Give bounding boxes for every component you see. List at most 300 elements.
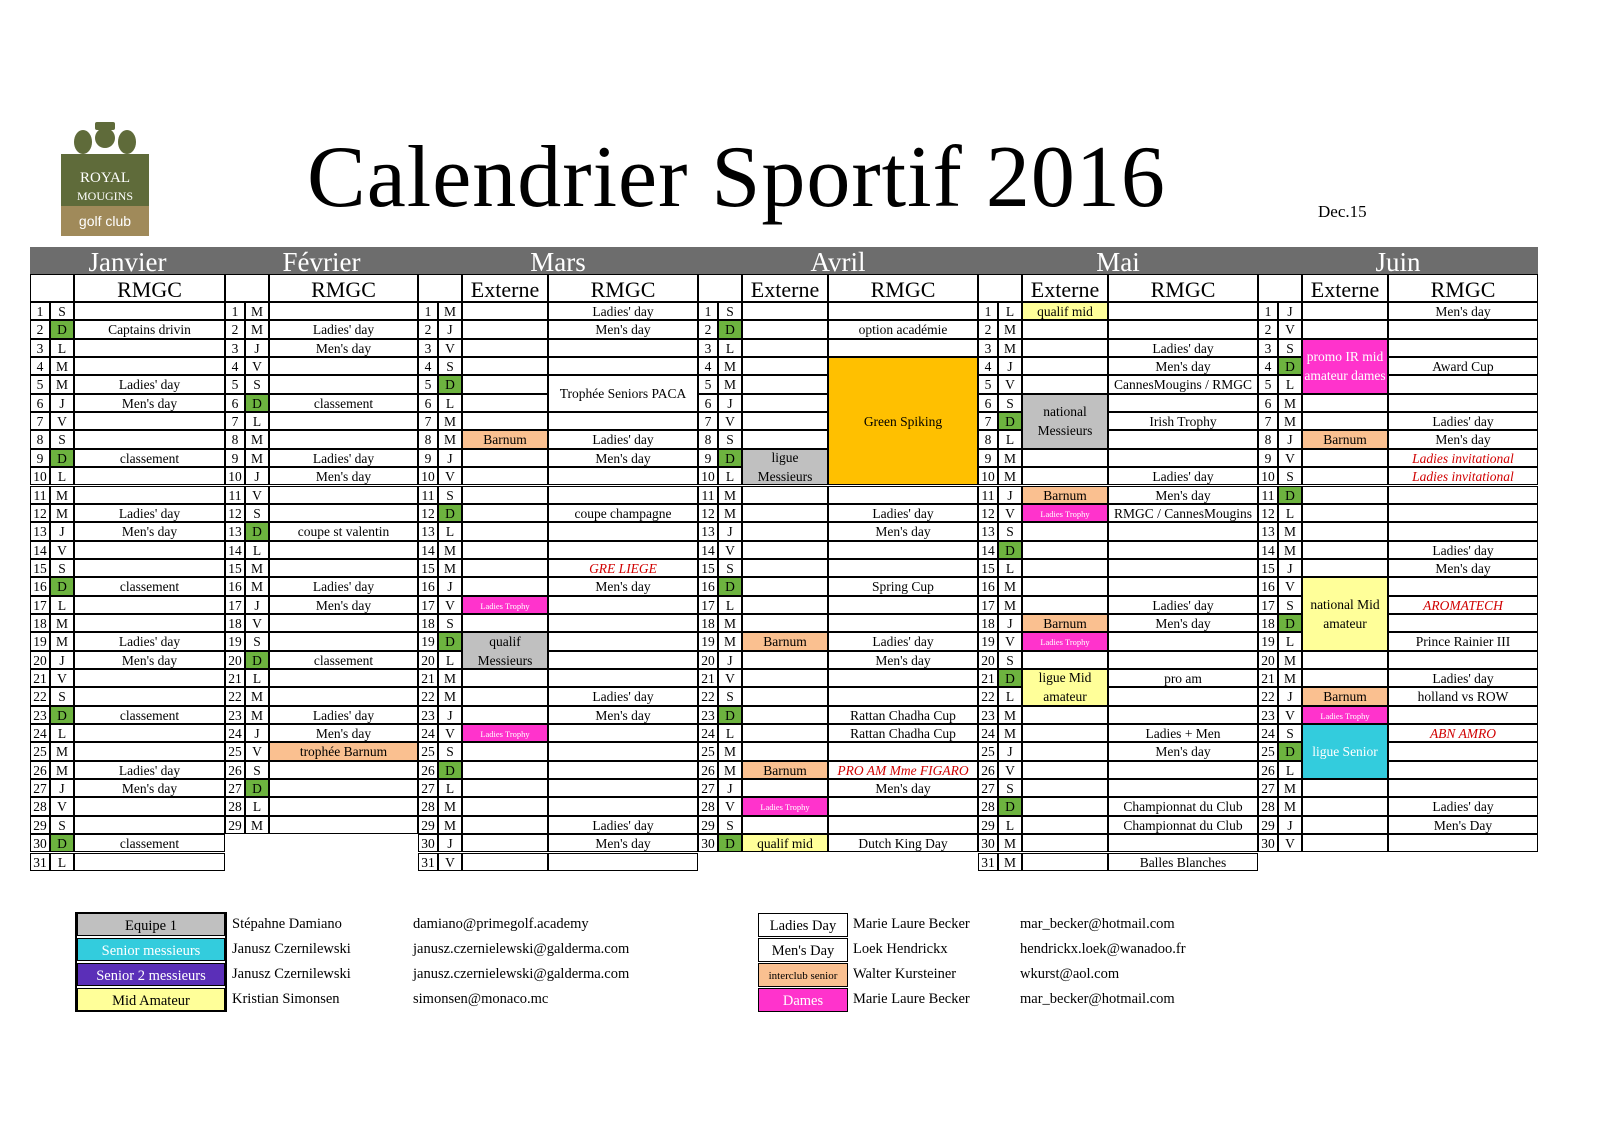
- day-number: 27: [225, 779, 245, 797]
- weekday-letter: M: [998, 320, 1022, 338]
- day-number: 9: [698, 449, 718, 467]
- weekday-letter: D: [998, 412, 1022, 430]
- empty-cell: [1108, 706, 1258, 724]
- day-number: 2: [978, 320, 998, 338]
- weekday-letter: J: [718, 779, 742, 797]
- event-cell: CannesMougins / RMGC: [1108, 375, 1258, 393]
- weekday-letter: S: [245, 375, 269, 393]
- empty-cell: [742, 522, 828, 540]
- weekday-letter: L: [718, 339, 742, 357]
- weekday-letter: V: [50, 412, 74, 430]
- empty-cell: [269, 669, 418, 687]
- event-cell: Men's day: [828, 651, 978, 669]
- empty-cell: [74, 687, 225, 705]
- weekday-letter: L: [998, 687, 1022, 705]
- royal-mougins-logo: [61, 118, 149, 236]
- day-number: 3: [978, 339, 998, 357]
- day-number: 6: [978, 394, 998, 412]
- empty-cell: [269, 632, 418, 650]
- empty-cell: [462, 394, 548, 412]
- empty-cell: [742, 430, 828, 448]
- event-cell: national Messieurs: [1022, 394, 1108, 449]
- weekday-letter: D: [50, 320, 74, 338]
- day-number: 22: [978, 687, 998, 705]
- day-number: 16: [698, 577, 718, 595]
- day-number: 29: [978, 816, 998, 834]
- event-cell: Men's day: [828, 779, 978, 797]
- event-cell: Ladies Trophy: [1302, 706, 1388, 724]
- event-cell: classement: [74, 449, 225, 467]
- weekday-letter: V: [1278, 706, 1302, 724]
- empty-cell: [1022, 596, 1108, 614]
- day-number: 16: [30, 577, 50, 595]
- empty-cell: [462, 816, 548, 834]
- day-number: 21: [698, 669, 718, 687]
- day-number: 13: [1258, 522, 1278, 540]
- legend-email: hendrickx.loek@wanadoo.fr: [1020, 941, 1186, 957]
- event-cell: Ladies' day: [269, 449, 418, 467]
- empty-cell: [742, 486, 828, 504]
- legend-label: Ladies Day: [758, 913, 848, 937]
- empty-cell: [74, 486, 225, 504]
- day-number: 22: [30, 687, 50, 705]
- column-header: RMGC: [269, 274, 418, 302]
- event-cell: RMGC / CannesMougins: [1108, 504, 1258, 522]
- empty-cell: [1108, 541, 1258, 559]
- event-cell: Ladies invitational: [1388, 449, 1538, 467]
- legend-person: Marie Laure Becker: [853, 916, 970, 932]
- day-number: 6: [30, 394, 50, 412]
- column-header: Externe: [1022, 274, 1108, 302]
- empty-cell: [269, 412, 418, 430]
- weekday-letter: M: [245, 559, 269, 577]
- event-cell: Championnat du Club: [1108, 797, 1258, 815]
- event-cell: Ladies' day: [828, 632, 978, 650]
- weekday-letter: V: [50, 669, 74, 687]
- day-number: 28: [418, 797, 438, 815]
- weekday-letter: M: [245, 430, 269, 448]
- day-number: 6: [418, 394, 438, 412]
- empty-cell: [1302, 779, 1388, 797]
- empty-cell: [74, 302, 225, 320]
- day-number: 6: [698, 394, 718, 412]
- day-number: 1: [1258, 302, 1278, 320]
- weekday-letter: M: [50, 742, 74, 760]
- weekday-letter: M: [998, 724, 1022, 742]
- empty-cell: [742, 559, 828, 577]
- weekday-letter: M: [50, 614, 74, 632]
- day-number: 18: [978, 614, 998, 632]
- subheader-blank: [30, 274, 74, 302]
- day-number: 25: [978, 742, 998, 760]
- event-cell: Captains drivin: [74, 320, 225, 338]
- day-number: 24: [698, 724, 718, 742]
- day-number: 27: [30, 779, 50, 797]
- empty-cell: [828, 797, 978, 815]
- day-number: 20: [698, 651, 718, 669]
- day-number: 31: [30, 853, 50, 871]
- weekday-letter: S: [50, 559, 74, 577]
- weekday-letter: M: [998, 449, 1022, 467]
- weekday-letter: M: [50, 357, 74, 375]
- weekday-letter: J: [998, 357, 1022, 375]
- day-number: 1: [225, 302, 245, 320]
- empty-cell: [1302, 449, 1388, 467]
- weekday-letter: V: [245, 742, 269, 760]
- empty-cell: [742, 596, 828, 614]
- month-header: Février: [225, 247, 418, 274]
- empty-cell: [1388, 339, 1538, 357]
- empty-cell: [1108, 302, 1258, 320]
- empty-cell: [462, 706, 548, 724]
- day-number: 8: [978, 430, 998, 448]
- weekday-letter: V: [245, 486, 269, 504]
- day-number: 12: [1258, 504, 1278, 522]
- event-cell: Ladies' day: [828, 504, 978, 522]
- day-number: 7: [418, 412, 438, 430]
- weekday-letter: L: [50, 467, 74, 485]
- legend-email: mar_becker@hotmail.com: [1020, 991, 1175, 1007]
- weekday-letter: S: [1278, 467, 1302, 485]
- weekday-letter: L: [718, 596, 742, 614]
- event-cell: Ladies' day: [74, 504, 225, 522]
- day-number: 28: [1258, 797, 1278, 815]
- empty-cell: [462, 375, 548, 393]
- empty-cell: [462, 541, 548, 559]
- weekday-letter: L: [718, 724, 742, 742]
- day-number: 9: [418, 449, 438, 467]
- empty-cell: [1108, 761, 1258, 779]
- event-cell: classement: [74, 706, 225, 724]
- empty-cell: [74, 541, 225, 559]
- empty-cell: [1022, 779, 1108, 797]
- event-cell: Ladies' day: [1108, 339, 1258, 357]
- empty-cell: [269, 357, 418, 375]
- day-number: 17: [1258, 596, 1278, 614]
- empty-cell: [828, 669, 978, 687]
- empty-cell: [1388, 779, 1538, 797]
- event-cell: Ladies' day: [269, 320, 418, 338]
- empty-cell: [269, 504, 418, 522]
- empty-cell: [548, 797, 698, 815]
- weekday-letter: D: [245, 522, 269, 540]
- event-cell: Ladies' day: [548, 687, 698, 705]
- event-cell: Ladies' day: [74, 375, 225, 393]
- weekday-letter: V: [998, 632, 1022, 650]
- day-number: 17: [30, 596, 50, 614]
- weekday-letter: S: [50, 687, 74, 705]
- event-cell: Ladies Trophy: [462, 596, 548, 614]
- event-cell: Men's day: [1388, 430, 1538, 448]
- legend-person: Marie Laure Becker: [853, 991, 970, 1007]
- weekday-letter: J: [718, 651, 742, 669]
- day-number: 5: [978, 375, 998, 393]
- weekday-letter: M: [1278, 651, 1302, 669]
- weekday-letter: V: [998, 504, 1022, 522]
- day-number: 13: [225, 522, 245, 540]
- empty-cell: [74, 430, 225, 448]
- day-number: 21: [1258, 669, 1278, 687]
- legend-email: janusz.czernielewski@galderma.com: [413, 966, 630, 982]
- empty-cell: [269, 816, 418, 834]
- event-cell: Trophée Seniors PACA: [548, 375, 698, 412]
- event-cell: Rattan Chadha Cup: [828, 706, 978, 724]
- day-number: 24: [418, 724, 438, 742]
- weekday-letter: M: [245, 302, 269, 320]
- day-number: 26: [1258, 761, 1278, 779]
- event-cell: classement: [74, 834, 225, 852]
- empty-cell: [462, 412, 548, 430]
- month-header: Janvier: [30, 247, 225, 274]
- event-cell: trophée Barnum: [269, 742, 418, 760]
- day-number: 10: [30, 467, 50, 485]
- event-cell: Men's day: [269, 596, 418, 614]
- legend-label: Men's Day: [758, 938, 848, 962]
- weekday-letter: S: [1278, 596, 1302, 614]
- weekday-letter: V: [1278, 577, 1302, 595]
- empty-cell: [1022, 853, 1108, 871]
- empty-cell: [1108, 577, 1258, 595]
- day-number: 31: [418, 853, 438, 871]
- event-cell: classement: [269, 394, 418, 412]
- day-number: 16: [1258, 577, 1278, 595]
- empty-cell: [1022, 724, 1108, 742]
- weekday-letter: S: [50, 302, 74, 320]
- empty-cell: [1302, 394, 1388, 412]
- empty-cell: [1302, 522, 1388, 540]
- empty-cell: [74, 669, 225, 687]
- month-header: Avril: [698, 247, 978, 274]
- day-number: 3: [418, 339, 438, 357]
- subheader-blank: [978, 274, 1022, 302]
- weekday-letter: V: [50, 797, 74, 815]
- weekday-letter: J: [245, 339, 269, 357]
- column-header: RMGC: [74, 274, 225, 302]
- day-number: 12: [225, 504, 245, 522]
- day-number: 17: [698, 596, 718, 614]
- weekday-letter: S: [718, 816, 742, 834]
- empty-cell: [462, 577, 548, 595]
- weekday-letter: M: [998, 467, 1022, 485]
- weekday-letter: J: [50, 394, 74, 412]
- day-number: 13: [30, 522, 50, 540]
- day-number: 19: [30, 632, 50, 650]
- weekday-letter: S: [718, 302, 742, 320]
- weekday-letter: L: [438, 651, 462, 669]
- empty-cell: [1108, 320, 1258, 338]
- empty-cell: [462, 357, 548, 375]
- day-number: 26: [978, 761, 998, 779]
- weekday-letter: S: [438, 357, 462, 375]
- empty-cell: [548, 742, 698, 760]
- empty-cell: [742, 779, 828, 797]
- weekday-letter: J: [998, 742, 1022, 760]
- weekday-letter: L: [1278, 504, 1302, 522]
- day-number: 11: [225, 486, 245, 504]
- day-number: 3: [698, 339, 718, 357]
- weekday-letter: D: [438, 504, 462, 522]
- day-number: 18: [418, 614, 438, 632]
- day-number: 21: [30, 669, 50, 687]
- weekday-letter: S: [998, 394, 1022, 412]
- day-number: 19: [225, 632, 245, 650]
- subheader-blank: [225, 274, 269, 302]
- empty-cell: [74, 559, 225, 577]
- day-number: 9: [978, 449, 998, 467]
- weekday-letter: J: [1278, 559, 1302, 577]
- weekday-letter: V: [718, 541, 742, 559]
- event-cell: national Mid amateur: [1302, 577, 1388, 650]
- empty-cell: [1302, 559, 1388, 577]
- weekday-letter: S: [718, 687, 742, 705]
- weekday-letter: D: [438, 761, 462, 779]
- empty-cell: [1022, 541, 1108, 559]
- day-number: 15: [698, 559, 718, 577]
- empty-cell: [548, 651, 698, 669]
- column-header: Externe: [742, 274, 828, 302]
- empty-cell: [742, 669, 828, 687]
- weekday-letter: M: [438, 687, 462, 705]
- day-number: 21: [225, 669, 245, 687]
- weekday-letter: J: [245, 596, 269, 614]
- empty-cell: [1302, 541, 1388, 559]
- empty-cell: [74, 596, 225, 614]
- weekday-letter: J: [998, 486, 1022, 504]
- day-number: 11: [698, 486, 718, 504]
- legend-email: simonsen@monaco.mc: [413, 991, 549, 1007]
- weekday-letter: D: [1278, 486, 1302, 504]
- weekday-letter: D: [245, 779, 269, 797]
- empty-cell: [742, 339, 828, 357]
- empty-cell: [462, 853, 548, 871]
- weekday-letter: D: [50, 834, 74, 852]
- empty-cell: [1388, 394, 1538, 412]
- weekday-letter: J: [50, 651, 74, 669]
- day-number: 10: [1258, 467, 1278, 485]
- day-number: 9: [1258, 449, 1278, 467]
- empty-cell: [1302, 467, 1388, 485]
- empty-cell: [742, 742, 828, 760]
- event-cell: ligue Mid amateur: [1022, 669, 1108, 706]
- day-number: 20: [30, 651, 50, 669]
- weekday-letter: D: [718, 449, 742, 467]
- empty-cell: [548, 596, 698, 614]
- weekday-letter: V: [438, 853, 462, 871]
- weekday-letter: J: [1278, 430, 1302, 448]
- empty-cell: [1108, 430, 1258, 448]
- empty-cell: [462, 669, 548, 687]
- day-number: 24: [978, 724, 998, 742]
- weekday-letter: M: [50, 504, 74, 522]
- event-cell: qualif mid: [1022, 302, 1108, 320]
- event-cell: Green Spiking: [828, 357, 978, 485]
- empty-cell: [742, 816, 828, 834]
- empty-cell: [742, 687, 828, 705]
- empty-cell: [74, 467, 225, 485]
- empty-cell: [1108, 632, 1258, 650]
- day-number: 21: [978, 669, 998, 687]
- day-number: 14: [978, 541, 998, 559]
- empty-cell: [74, 853, 225, 871]
- column-header: RMGC: [1108, 274, 1258, 302]
- weekday-letter: L: [998, 430, 1022, 448]
- empty-cell: [742, 302, 828, 320]
- empty-cell: [1108, 449, 1258, 467]
- empty-cell: [1388, 577, 1538, 595]
- day-number: 24: [225, 724, 245, 742]
- weekday-letter: V: [1278, 834, 1302, 852]
- empty-cell: [74, 412, 225, 430]
- weekday-letter: L: [1278, 632, 1302, 650]
- column-header: Externe: [462, 274, 548, 302]
- weekday-letter: V: [718, 797, 742, 815]
- empty-cell: [1302, 651, 1388, 669]
- event-cell: Men's day: [269, 339, 418, 357]
- weekday-letter: S: [245, 504, 269, 522]
- day-number: 6: [1258, 394, 1278, 412]
- day-number: 24: [1258, 724, 1278, 742]
- empty-cell: [1022, 797, 1108, 815]
- weekday-letter: S: [1278, 339, 1302, 357]
- weekday-letter: V: [245, 357, 269, 375]
- legend-label: Dames: [758, 988, 848, 1012]
- day-number: 19: [1258, 632, 1278, 650]
- weekday-letter: J: [438, 577, 462, 595]
- weekday-letter: L: [50, 596, 74, 614]
- day-number: 25: [1258, 742, 1278, 760]
- day-number: 25: [698, 742, 718, 760]
- event-cell: Ladies Trophy: [1022, 632, 1108, 650]
- month-header: Mai: [978, 247, 1258, 274]
- event-cell: Men's day: [1388, 559, 1538, 577]
- weekday-letter: V: [1278, 449, 1302, 467]
- empty-cell: [462, 302, 548, 320]
- empty-cell: [548, 541, 698, 559]
- weekday-letter: V: [50, 541, 74, 559]
- weekday-letter: D: [50, 449, 74, 467]
- weekday-letter: S: [1278, 724, 1302, 742]
- day-number: 10: [978, 467, 998, 485]
- event-cell: Award Cup: [1388, 357, 1538, 375]
- weekday-letter: D: [438, 632, 462, 650]
- day-number: 16: [978, 577, 998, 595]
- calendar-grid: [30, 247, 1572, 890]
- weekday-letter: L: [245, 797, 269, 815]
- weekday-letter: D: [438, 375, 462, 393]
- event-cell: AROMATECH: [1388, 596, 1538, 614]
- day-number: 22: [418, 687, 438, 705]
- legend-person: Kristian Simonsen: [232, 991, 340, 1007]
- day-number: 16: [418, 577, 438, 595]
- day-number: 12: [30, 504, 50, 522]
- day-number: 30: [1258, 834, 1278, 852]
- empty-cell: [742, 375, 828, 393]
- day-number: 14: [698, 541, 718, 559]
- empty-cell: [269, 779, 418, 797]
- weekday-letter: M: [438, 541, 462, 559]
- weekday-letter: L: [1278, 375, 1302, 393]
- legend-label: interclub senior: [758, 963, 848, 987]
- empty-cell: [1302, 302, 1388, 320]
- empty-cell: [1022, 559, 1108, 577]
- event-cell: holland vs ROW: [1388, 687, 1538, 705]
- weekday-letter: S: [998, 522, 1022, 540]
- event-cell: Rattan Chadha Cup: [828, 724, 978, 742]
- weekday-letter: M: [718, 486, 742, 504]
- empty-cell: [462, 834, 548, 852]
- day-number: 17: [418, 596, 438, 614]
- weekday-letter: L: [50, 853, 74, 871]
